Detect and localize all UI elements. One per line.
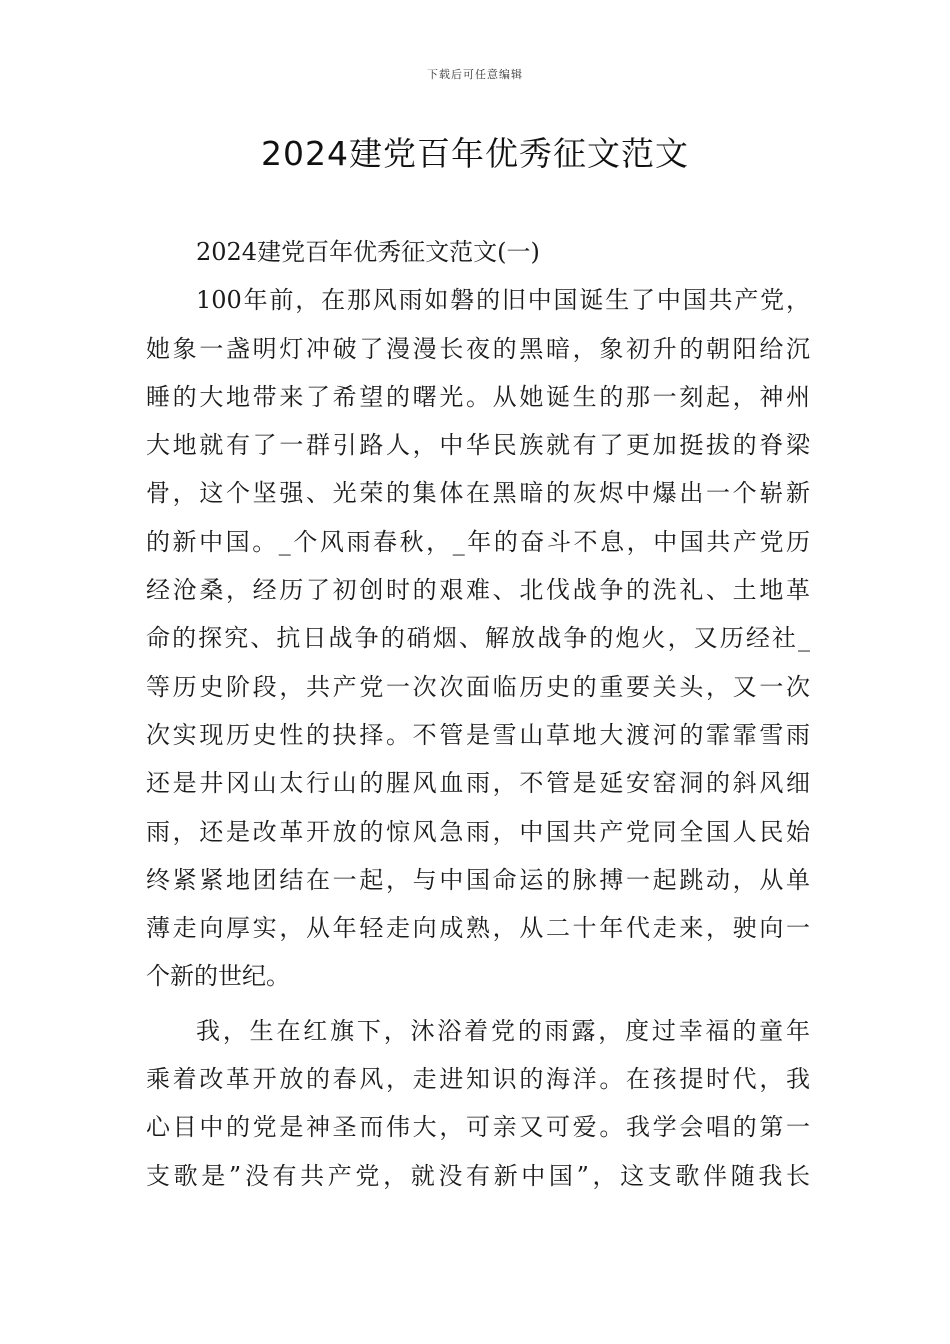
paragraph-2	[146, 1007, 810, 1200]
paragraph-1	[146, 276, 810, 1000]
paragraph-line: 心目中的党是神圣而伟大，可亲又可爱。我学会唱的第一	[146, 1113, 810, 1142]
paragraph-line: 大地就有了一群引路人，中华民族就有了更加挺拔的脊梁	[146, 431, 810, 460]
paragraph-line: 还是井冈山太行山的腥风血雨，不管是延安窑洞的斜风细	[146, 769, 810, 798]
header-note: 下载后可任意编辑	[427, 68, 523, 81]
paragraph-line: 命的探究、抗日战争的硝烟、解放战争的炮火，又历经社_	[146, 624, 810, 653]
paragraph-line: 我，生在红旗下，沐浴着党的雨露，度过幸福的童年	[196, 1016, 810, 1045]
paragraph-line: 雨，还是改革开放的惊风急雨，中国共产党同全国人民始	[146, 817, 810, 846]
document-title: 2024建党百年优秀征文范文	[261, 134, 689, 173]
paragraph-line: 终紧紧地团结在一起，与中国命运的脉搏一起跳动，从单	[146, 865, 810, 894]
paragraph-line: 骨，这个坚强、光荣的集体在黑暗的灰烬中爆出一个崭新	[146, 479, 810, 508]
paragraph-line: 100年前，在那风雨如磐的旧中国诞生了中国共产党，	[196, 286, 810, 315]
section-subtitle: 2024建党百年优秀征文范文(一)	[196, 238, 540, 266]
paragraph-line: 经沧桑，经历了初创时的艰难、北伐战争的洗礼、土地革	[146, 576, 810, 605]
paragraph-line: 她象一盏明灯冲破了漫漫长夜的黑暗，象初升的朝阳给沉	[146, 334, 810, 363]
paragraph-line: 薄走向厚实，从年轻走向成熟，从二十年代走来，驶向一	[146, 914, 810, 943]
document-body	[146, 228, 810, 1200]
paragraph-line: 个新的世纪。	[146, 962, 290, 991]
paragraph-line: 次实现历史性的抉择。不管是雪山草地大渡河的霏霏雪雨	[146, 720, 810, 749]
paragraph-line: 乘着改革开放的春风，走进知识的海洋。在孩提时代，我	[146, 1065, 810, 1094]
paragraph-line: 睡的大地带来了希望的曙光。从她诞生的那一刻起，神州	[146, 382, 810, 411]
paragraph-line: 支歌是”没有共产党，就没有新中国”，这支歌伴随我长	[146, 1161, 810, 1190]
paragraph-line: 的新中国。_个风雨春秋，_年的奋斗不息，中国共产党历	[146, 527, 810, 556]
paragraph-line: 等历史阶段，共产党一次次面临历史的重要关头，又一次	[146, 672, 810, 701]
